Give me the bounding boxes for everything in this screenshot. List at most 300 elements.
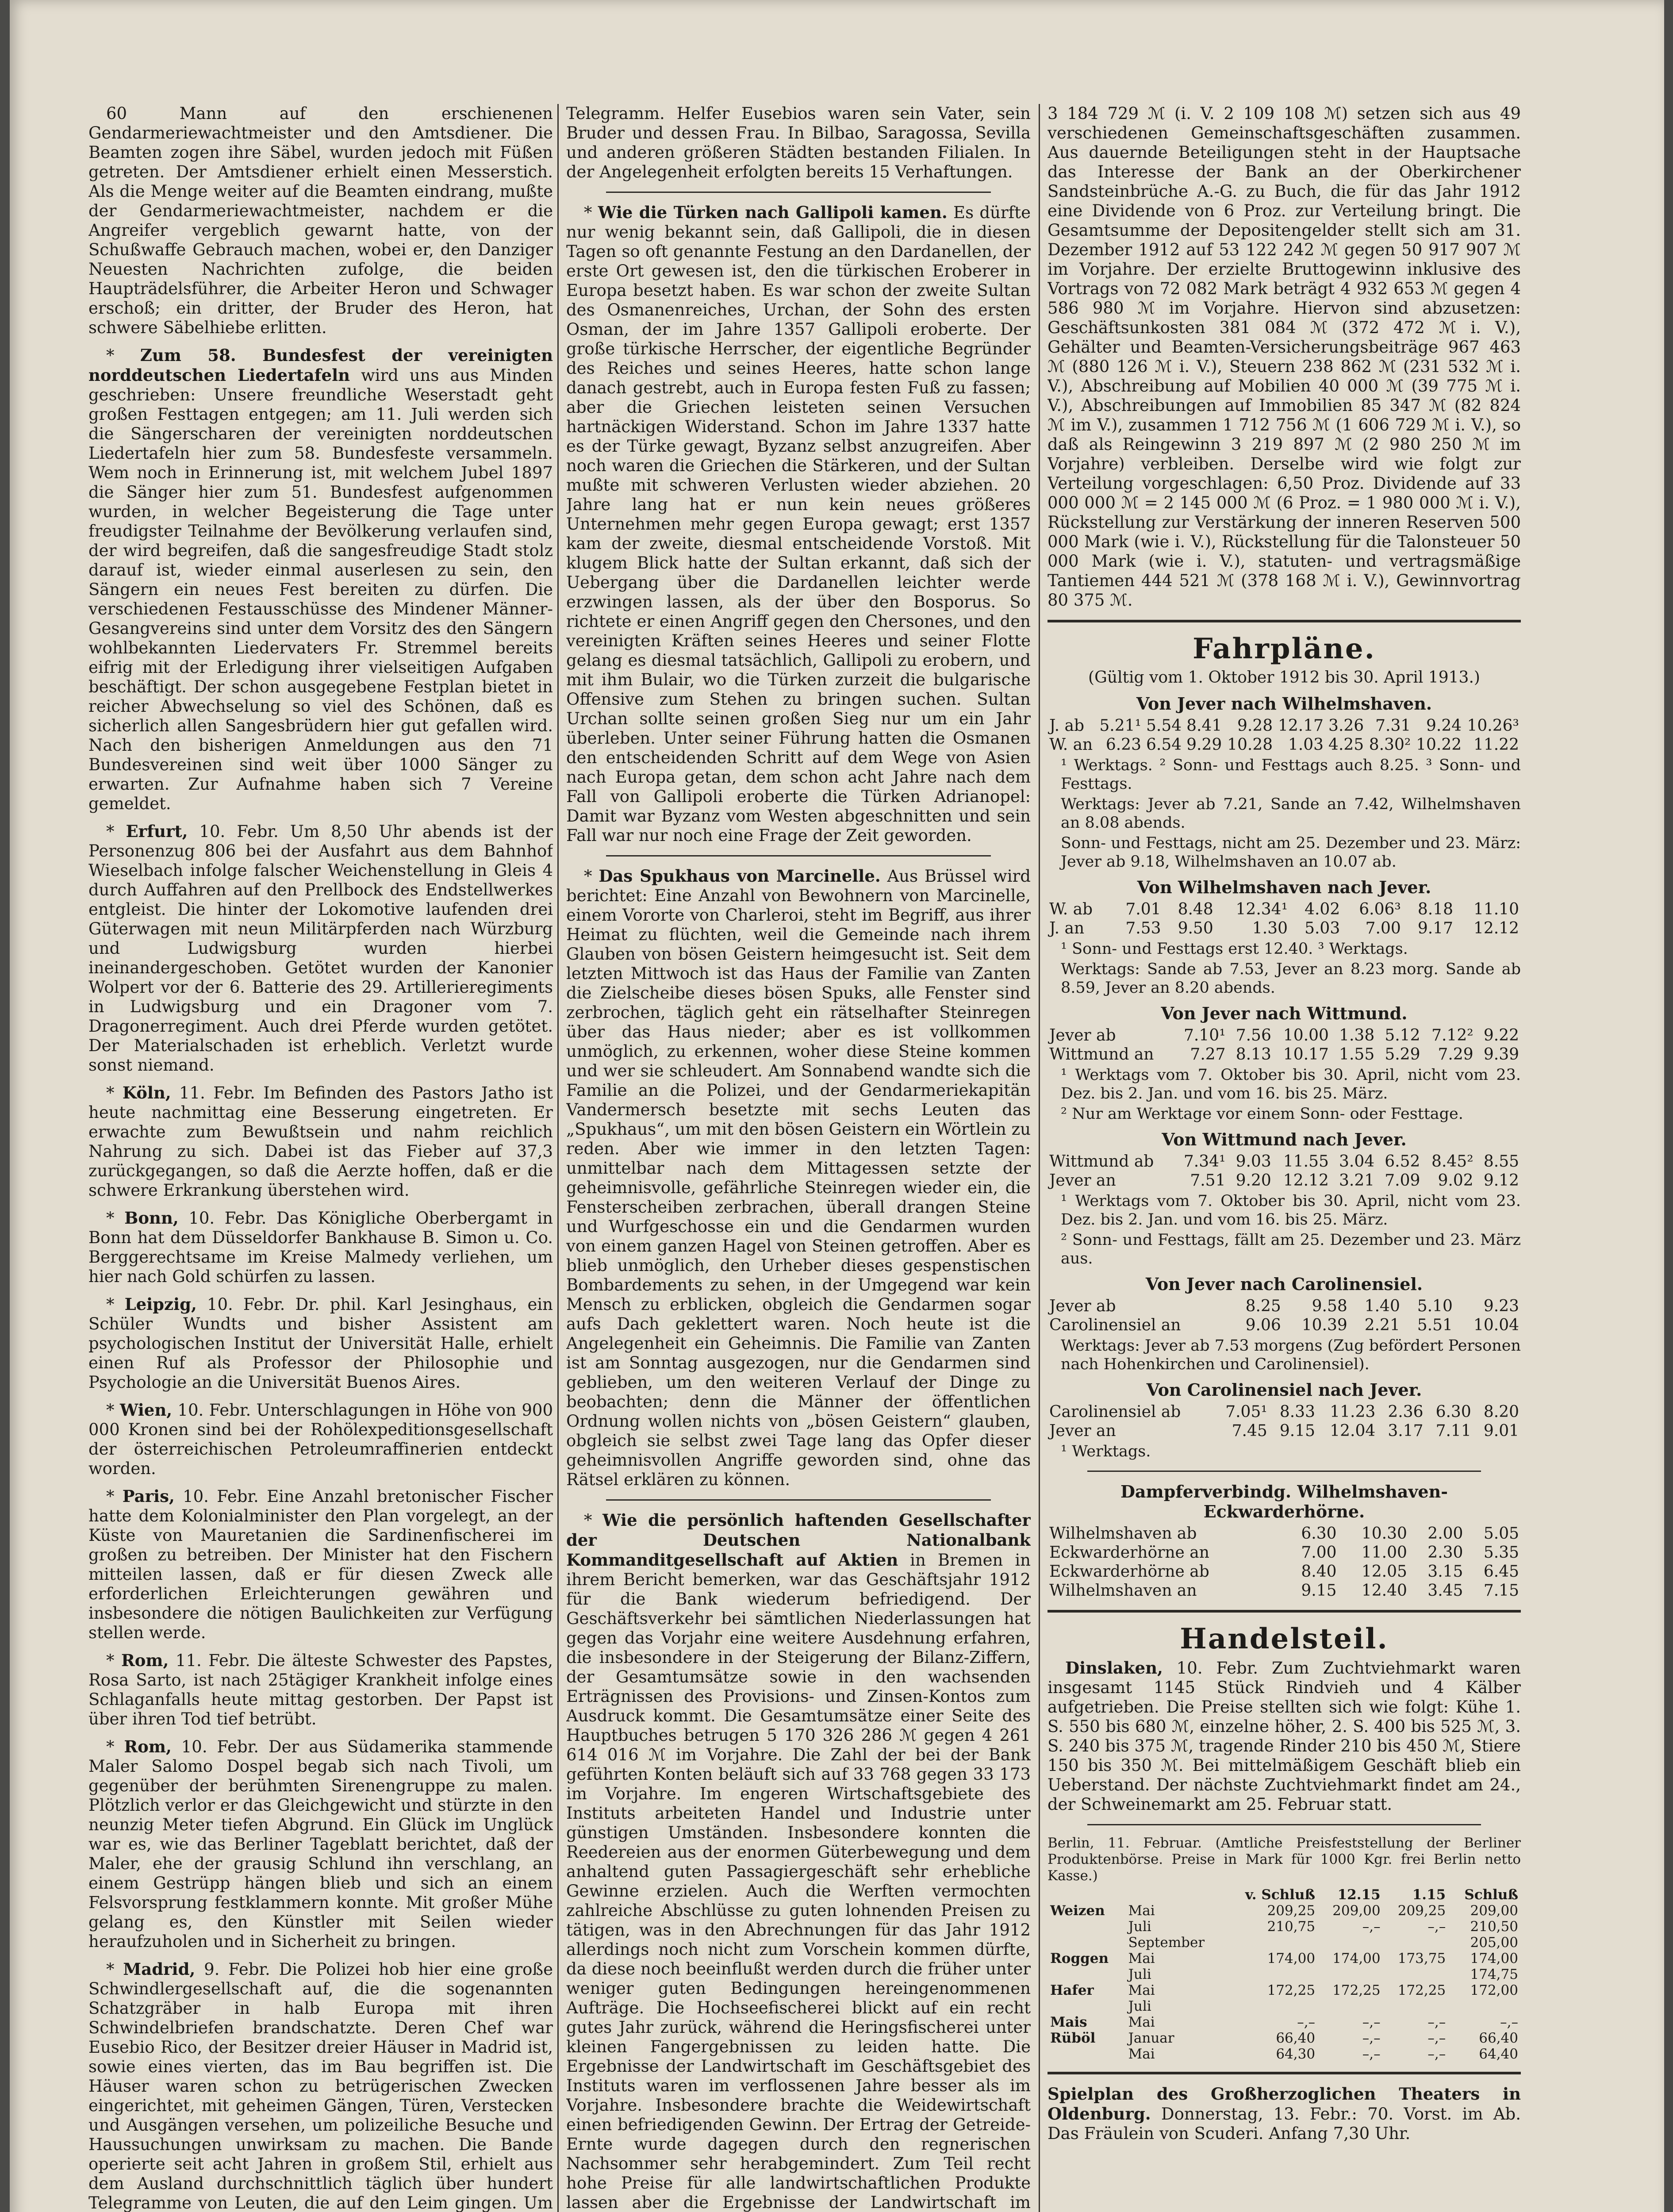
departure-time: 12.17: [1278, 717, 1324, 735]
theater-notice: [1048, 2084, 1521, 2143]
market-price-table: [1048, 1887, 1521, 2062]
departure-time: 7.00: [1365, 919, 1401, 937]
route-table: [1048, 1026, 1521, 1064]
table-row: [1048, 1524, 1521, 1543]
departure-time: 8.20: [1483, 1403, 1519, 1421]
departure-time: 3.45: [1427, 1582, 1463, 1600]
timetable-routes: [1048, 694, 1521, 1461]
price: 172,00: [1470, 1982, 1518, 1998]
price: 210,75: [1267, 1919, 1316, 1935]
article-text: 10. Febr. Zum Zuchtviehmarkt waren insgesamt 1145 Stück Rindvieh und 4 Kälber aufgetrieben. Die Preise stellten sich wie folgt: Kühe 1. S. 550 bis 680 ℳ, einzelne höher, 2. S. 400 bis 525 ℳ, 3. S. 240 bis 375 ℳ, tragende Rinder 210 bis 450 ℳ, Stiere 150 bis 350 ℳ. Bei mittelmäßigem Geschäft blieb ein Ueberstand. Der nächste Zuchtviehmarkt findet am 24., der Schweinemarkt am 25. Februar statt.: [1048, 1659, 1521, 1814]
price: 209,25: [1397, 1903, 1446, 1919]
departure-time: 1.03: [1288, 736, 1324, 754]
timetable-note: ¹ Sonn- und Festtags erst 12.40. ³ Werktags.: [1061, 940, 1408, 958]
departure-time: 7.12²: [1431, 1026, 1473, 1045]
departure-time: 5.29: [1385, 1045, 1420, 1064]
ferry-title: Dampferverbindg. Wilhelmshaven-Eckwarderhörne.: [1120, 1482, 1448, 1521]
article: * Köln, 11. Febr. Im Befinden des Pastors Jatho ist heute nachmittag eine Besserung eingetreten. Er erwachte zum Bewußtsein und nahm reichlich Nahrung zu sich. Dabei ist das Fieber auf 37,3 zurückgegangen, so daß die Aerzte hoffen, daß er die schwere Erkrankung überstehen wird.: [88, 1083, 553, 1200]
departure-time: 4.25: [1328, 736, 1364, 754]
timetable-note: Werktags: Jever ab 7.21, Sande an 7.42, Wilhelmshaven an 8.08 abends.: [1061, 795, 1521, 832]
article-heading: Köln,: [122, 1083, 171, 1102]
departure-time: 12.04: [1330, 1422, 1376, 1440]
departure-time: 5.05: [1483, 1525, 1519, 1543]
departure-time: 3.21: [1339, 1171, 1375, 1190]
column-header: Schluß: [1464, 1887, 1518, 1903]
price: [1226, 1935, 1318, 1951]
article-text: 10. Febr. Dr. phil. Karl Jesinghaus, ein Schüler Wundts und bisher Assistent am psychologischen Institut der Universität Halle, erhielt einen Ruf als Professor der Philosophie und Psychologie an die Universität Buenos Aires.: [88, 1295, 553, 1392]
route-table: [1048, 1402, 1521, 1440]
article-text: 11. Febr. Im Befinden des Pastors Jatho ist heute nachmittag eine Besserung eingetreten. Er erwachte zum Bewußtsein und nahm reichlich Nahrung zu sich. Dabei ist das Fieber auf 37,3 zurückgegangen, so daß die Aerzte hoffen, daß er die schwere Erkrankung überstehen wird.: [88, 1083, 553, 1200]
departure-time: 5.51: [1417, 1316, 1453, 1334]
departure-time: 10.17: [1283, 1045, 1329, 1064]
departure-time: 7.31: [1375, 717, 1411, 735]
table-row: [1048, 1026, 1521, 1045]
price: [1448, 1998, 1521, 2014]
article-heading: Rom,: [121, 1651, 169, 1670]
article: * Wie die persönlich haftenden Gesellschafter der Deutschen Nationalbank Kommanditgesellschaft auf Aktien in Bremen in ihrem Bericht bemerken, war das Geschäftsjahr 1912 für die Bank wiederum befriedigend. Der Geschäftsverkehr bei sämtlichen Niederlassungen hat gegen das Vorjahr eine weitere Ausdehnung erfahren, die insbesondere in der Steigerung der Bilanz-Ziffern, der Gesamtumsätze sowie in den wachsenden Erträgnissen des Provisions- und Zinsen-Kontos zum Ausdruck kommt. Die Gesamtumsätze einer Seite des Hauptbuches betrugen 5 170 326 286 ℳ gegen 4 261 614 016 ℳ im Vorjahre. Die Zahl der bei der Bank geführten Konten beläuft sich auf 33 768 gegen 33 173 im Vorjahre. Im engeren Wirtschaftsgebiete des Instituts arbeiteten Handel und Industrie unter günstigen Umständen. Insbesondere konnten die Reedereien aus der enormen Güterbewegung und dem anhaltend guten Passagiergeschäft sehr erhebliche Gewinne erzielen. Auch die Werften vermochten zahlreiche Abschlüsse zu guten lohnenden Preisen zu tätigen, was in den Abrechnungen für das Jahr 1912 allerdings noch nicht zum Vorschein kommen dürfte, da diese noch beeinflußt werden durch die früher unter weniger guten Bedingungen hereingenommenen Aufträge. Die Hochseefischerei blickt auf ein recht gutes Jahr zurück, während die Heringsfischerei unter kleinen Fangergebnissen zu leiden hatte. Die Ergebnisse der Landwirtschaft im Geschäftsgebiet des Instituts waren im verflossenen Jahre besser als im Vorjahre. Insbesondere brachte die Weidewirtschaft einen befriedigenden Gewinn. Der Ertrag der Getreide-Ernte wurde dagegen durch den regnerischen Nachsommer sehr herabgemindert. Zum Teil recht hohe Preise für alle landwirtschaftlichen Produkte lassen aber die Ergebnisse der Landwirtschaft im: [566, 1510, 1031, 2212]
column-rule: [1039, 104, 1040, 2212]
price: 205,00: [1470, 1935, 1518, 1951]
station-label: Eckwarderhörne ab: [1049, 1563, 1209, 1581]
article: [566, 104, 1031, 182]
column-header: [1048, 1887, 1125, 1903]
departure-time: 10.26³: [1467, 717, 1519, 735]
article: * Madrid, 9. Febr. Die Polizei hob hier eine große Schwindlergesellschaft auf, die die sogenannten Schatzgräber in halb Europa mit ihren Schwindelbriefen brandschatzte. Deren Chef war Eusebio Rico, der Besitzer dreier Häuser in Madrid ist, sowie eines vierten, das im Bau begriffen ist. Die Häuser waren schon zu betrügerischen Zwecken eingerichtet, mit geheimen Gängen, Türen, Verstecken und Ausgängen versehen, um polizeiliche Besuche und Haussuchungen unwirksam zu machen. Die Bande operierte seit acht Jahren in großem Stil, erhielt aus dem Ausland durchschnittlich täglich über hundert Telegramme von Leuten, die auf den Leim gingen. Um: [88, 1959, 553, 2212]
price: [1226, 1966, 1318, 1982]
timetable-note: ¹ Werktags.: [1061, 1443, 1151, 1460]
delivery-month: Juli: [1128, 1998, 1151, 2014]
delivery-month: Mai: [1128, 2046, 1155, 2062]
price: 172,25: [1397, 1982, 1446, 1998]
departure-time: 7.15: [1483, 1582, 1519, 1600]
price: 174,00: [1267, 1951, 1316, 1966]
article-text: 60 Mann auf den erschienenen Gendarmeriewachtmeister und den Amtsdiener. Die Beamten zogen ihre Säbel, wurden jedoch mit Füßen getreten. Der Amtsdiener erhielt einen Messerstich. Als die Menge weiter auf die Beamten eindrang, mußte der Gendarmeriewachtmeister, nachdem er die Angreifer vergeblich gewarnt hatte, von der Schußwaffe Gebrauch machen, wobei er, den Danziger Neuesten Nachrichten zufolge, die beiden Haupträdelsführer, die Arbeiter Heron und Schwager erschoß; ein dritter, der Bruder des Heron, hat schwere Säbelhiebe erlitten.: [88, 104, 553, 337]
article-heading: Das Spukhaus von Marcinelle.: [599, 866, 881, 886]
departure-time: 9.01: [1483, 1422, 1519, 1440]
departure-time: 6.54: [1146, 736, 1182, 754]
delivery-month: Mai: [1128, 1903, 1155, 1919]
departure-time: 1.55: [1339, 1045, 1375, 1064]
station-label: Carolinensiel ab: [1049, 1403, 1181, 1421]
article-heading: Zum 58. Bundesfest der vereinigten norddeutschen Liedertafeln: [88, 346, 553, 385]
departure-time: 3.26: [1328, 717, 1364, 735]
departure-time: 10.04: [1473, 1316, 1519, 1334]
departure-time: 9.24: [1426, 717, 1462, 735]
price: –,–: [1427, 2014, 1446, 2030]
article: * Rom, 10. Febr. Der aus Südamerika stammende Maler Salomo Dospel begab sich nach Tivoli, um gegenüber der berühmten Sirenengruppe zu malen. Plötzlich verlor er das Gleichgewicht und stürzte in den neunzig Meter tiefen Abgrund. Ein Glück im Unglück war es, wie das Berliner Tageblatt berichtet, daß der Maler, ehe der grausig Schlund ihn verschlang, an einem Gestrüpp hängen blieb und sich an einem Felsvorsprung festklammern konnte. Mit großer Mühe gelang es, den Künstler mit Seilen wieder heraufzuholen und in Sicherheit zu bringen.: [88, 1737, 553, 1951]
route-title: Von Jever nach Carolinensiel.: [1145, 1274, 1423, 1294]
station-label: Jever ab: [1049, 1026, 1116, 1045]
article-heading: Wie die Türken nach Gallipoli kamen.: [598, 203, 948, 222]
departure-time: 10.39: [1301, 1316, 1347, 1334]
table-row: [1048, 2046, 1521, 2062]
article: * Wien, 10. Febr. Unterschlagungen in Höhe von 900 000 Kronen sind bei der Rohölexpeditionsgesellschaft der österreichischen Petroleumraffinerien entdeckt worden.: [88, 1400, 553, 1478]
article-text: 11. Febr. Die älteste Schwester des Papstes, Rosa Sarto, ist nach 25tägiger Krankheit infolge eines Schlaganfalls heute mittag gestorben. Der Papst ist über ihren Tod tief betrübt.: [88, 1651, 553, 1728]
departure-time: 11.23: [1330, 1403, 1376, 1421]
departure-time: 6.52: [1385, 1152, 1420, 1171]
article-text: Es dürfte nur wenig bekannt sein, daß Gallipoli, die in diesen Tagen so oft genannte Festung an den Dardanellen, der erste Ort gewesen ist, den die türkischen Eroberer in Europa besetzt haben. Es war schon der zweite Sultan des Osmanenreiches, Urchan, der Sohn des ersten Osman, der im Jahre 1357 Gallipoli eroberte. Der große türkische Herrscher, der eigentliche Begründer des Reiches und seines Heeres, hatte schon lange danach gestrebt, auch in Europa festen Fuß zu fassen; aber die Griechen leisteten seinen Versuchen hartnäckigen Widerstand. Schon im Jahre 1337 hatte es der Türke gewagt, Byzanz selbst anzugreifen. Aber noch waren die Griechen die Stärkeren, und der Sultan mußte mit schweren Verlusten wieder abziehen. 20 Jahre lang hat er nun kein neues größeres Unternehmen mehr gegen Europa gewagt; erst 1357 kam der zweite, diesmal entscheidende Vorstoß. Mit klugem Blick hatte der Sultan erkannt, daß sich der Uebergang über die Dardanellen leichter werde erzwingen lassen, als der über den Bosporus. So richtete er einen Angriff gegen den Chersones, und den vereinigten Kräften seines Heeres und seiner Flotte gelang es diesmal tatsächlich, Gallipoli zu erobern, und mit ihm Bulair, wo die Türken zurzeit die bulgarische Offensive zum Stehen zu bringen suchen. Sultan Urchan sollte seinen großen Sieg nur um ein Jahr überleben. Unter seiner Führung hatten die Osmanen den entscheidenden Schritt auf dem Wege von Asien nach Europa getan, dem schon acht Jahre nach dem Fall von Gallipoli eroberte die Türken Adrianopel: Damit war Byzanz vom Westen abgeschnitten und sein Fall war nur noch eine Frage der Zeit geworden.: [566, 203, 1031, 845]
timetable-note: ² Sonn- und Festtags, fällt am 25. Dezember und 23. März aus.: [1061, 1231, 1521, 1267]
article-heading: Leipzig,: [124, 1294, 197, 1314]
station-label: Wittmund ab: [1049, 1152, 1154, 1171]
commodity: Hafer: [1050, 1982, 1094, 1998]
commodity: [1048, 1998, 1125, 2014]
departure-time: 1.38: [1339, 1026, 1375, 1045]
article-heading: Madrid,: [123, 1959, 196, 1979]
departure-time: 8.25: [1245, 1297, 1281, 1315]
departure-time: 5.10: [1417, 1297, 1453, 1315]
price: [1318, 1935, 1383, 1951]
delivery-month: Mai: [1128, 1951, 1155, 1966]
departure-time: 8.33: [1279, 1403, 1315, 1421]
station-label: Wilhelmshaven ab: [1049, 1525, 1197, 1543]
departure-time: 9.20: [1236, 1171, 1271, 1190]
table-row: [1048, 716, 1521, 735]
price: [1318, 1966, 1383, 1982]
departure-time: 12.05: [1361, 1563, 1407, 1581]
price: [1383, 1935, 1449, 1951]
price: 173,75: [1397, 1951, 1446, 1966]
departure-time: 1.30: [1252, 919, 1288, 937]
delivery-month: Juli: [1128, 1919, 1151, 1935]
article-text: 10. Febr. Das Königliche Oberbergamt in Bonn hat dem Düsseldorfer Bankhause B. Simon u. Co. Berggerechtsame im Kreise Malmedy verliehen, um hier nach Gold schürfen zu lassen.: [88, 1209, 553, 1286]
departure-time: 7.09: [1385, 1171, 1420, 1190]
newspaper-page: [10, 0, 1664, 2212]
price: –,–: [1427, 2030, 1446, 2046]
departure-time: 7.45: [1232, 1422, 1267, 1440]
column-1: [88, 104, 553, 2212]
price: 172,25: [1332, 1982, 1381, 1998]
departure-time: 9.39: [1483, 1045, 1519, 1064]
column-header: 12.15: [1337, 1887, 1381, 1903]
route-title: Von Jever nach Wilhelmshaven.: [1136, 694, 1432, 714]
delivery-month: Januar: [1128, 2030, 1174, 2046]
departure-time: 8.55: [1483, 1152, 1519, 1171]
departure-time: 9.17: [1417, 919, 1454, 937]
departure-time: 10.00: [1283, 1026, 1329, 1045]
table-row: [1048, 1402, 1521, 1421]
timetable-note: ¹ Werktags vom 7. Oktober bis 30. April, nicht vom 23. Dez. bis 2. Jan. und vom 16. bis 25. März.: [1061, 1066, 1521, 1102]
berlin-market-intro: Berlin, 11. Februar. (Amtliche Preisfeststellung der Berliner Produktenbörse. Preise in Mark für 1000 Kgr. frei Berlin netto Kasse.): [1048, 1835, 1521, 1884]
route-table: [1048, 716, 1521, 754]
article-text: 10. Febr. Der aus Südamerika stammende Maler Salomo Dospel begab sich nach Tivoli, um gegenüber der berühmten Sirenengruppe zu malen. Plötzlich verlor er das Gleichgewicht und stürzte in den neunzig Meter tiefen Abgrund. Ein Glück im Unglück war es, wie das Berliner Tageblatt berichtet, daß der Maler, ehe der grausig Schlund ihn verschlang, an einem Gestrüpp hängen blieb und sich an einem Felsvorsprung festklammern konnte. Mit großer Mühe gelang es, den Künstler mit Seilen wieder heraufzuholen und in Sicherheit zu bringen.: [88, 1737, 553, 1951]
departure-time: 5.54: [1146, 717, 1182, 735]
station-label: Wilhelmshaven an: [1049, 1582, 1197, 1600]
station-label: W. an: [1049, 736, 1093, 754]
route-title: Von Carolinensiel nach Jever.: [1146, 1380, 1422, 1400]
departure-time: 9.12: [1483, 1171, 1519, 1190]
article-heading: Bonn,: [124, 1208, 179, 1228]
commerce-title: Handelsteil.: [1180, 1622, 1389, 1655]
article-text: 10. Febr. Eine Anzahl bretonischer Fischer hatte dem Kolonialminister den Plan vorgelegt, an der Küste von Mauretanien die Sardinenfischerei im großen zu betreiben. Der Minister hat den Fischern mitteilen lassen, daß er für diesen Zweck alle erforderlichen Erleichterungen gewähren und insbesondere die nötigen Baulichkeiten zur Verfügung stellen werde.: [88, 1487, 553, 1642]
departure-time: 11.00: [1361, 1544, 1407, 1562]
departure-time: 9.29: [1186, 736, 1222, 754]
route-table: [1048, 900, 1521, 938]
theater-text: Donnerstag, 13. Febr.: 70. Vorst. im Ab. Das Fräulein von Scuderi. Anfang 7,30 Uhr.: [1048, 2104, 1521, 2143]
departure-time: 7.27: [1190, 1045, 1226, 1064]
table-row: [1048, 1152, 1521, 1171]
article: * Leipzig, 10. Febr. Dr. phil. Karl Jesinghaus, ein Schüler Wundts und bisher Assistent am psychologischen Institut der Universität Halle, erhielt einen Ruf als Professor der Philosophie und Psychologie an die Universität Buenos Aires.: [88, 1294, 553, 1392]
table-row: [1048, 1998, 1521, 2014]
departure-time: 6.30: [1301, 1525, 1337, 1543]
departure-time: 7.51: [1190, 1171, 1226, 1190]
price: –,–: [1362, 2046, 1381, 2062]
departure-time: 12.12: [1283, 1171, 1329, 1190]
departure-time: 9.06: [1245, 1316, 1281, 1334]
article: * Wie die Türken nach Gallipoli kamen. Es dürfte nur wenig bekannt sein, daß Gallipoli, die in diesen Tagen so oft genannte Festung an den Dardanellen, der erste Ort gewesen ist, den die türkischen Eroberer in Europa besetzt haben. Es war schon der zweite Sultan des Osmanenreiches, Urchan, der Sohn des ersten Osman, der im Jahre 1357 Gallipoli eroberte. Der große türkische Herrscher, der eigentliche Begründer des Reiches und seines Heeres, hatte schon lange danach gestrebt, auch in Europa festen Fuß zu fassen; aber die Griechen leisteten seinen Versuchen hartnäckigen Widerstand. Schon im Jahre 1337 hatte es der Türke gewagt, Byzanz selbst anzugreifen. Aber noch waren die Griechen die Stärkeren, und der Sultan mußte mit schweren Verlusten wieder abziehen. 20 Jahre lang hat er nun kein neues größeres Unternehmen mehr gegen Europa gewagt; erst 1357 kam der zweite, diesmal entscheidende Vorstoß. Mit klugem Blick hatte der Sultan erkannt, daß sich der Uebergang über die Dardanellen leichter werde erzwingen lassen, als der über den Bosporus. So richtete er einen Angriff gegen den Chersones, und den vereinigten Kräften seines Heeres und seiner Flotte gelang es diesmal tatsächlich, Gallipoli zu erobern, und mit ihm Bulair, wo die Türken zurzeit die bulgarische Offensive zum Stehen zu bringen suchen. Sultan Urchan sollte seinen großen Sieg nur um ein Jahr überleben. Unter seiner Führung hatten die Osmanen den entscheidenden Schritt auf dem Wege von Asien nach Europa getan, dem schon acht Jahre nach dem Fall von Gallipoli eroberte die Türken Adrianopel: Damit war Byzanz vom Westen abgeschnitten und sein Fall war nur noch eine Frage der Zeit geworden.: [566, 203, 1031, 845]
departure-time: 1.40: [1364, 1297, 1400, 1315]
table-row: [1048, 1297, 1521, 1316]
article-text: in Bremen in ihrem Bericht bemerken, war das Geschäftsjahr 1912 für die Bank wiederum befriedigend. Der Geschäftsverkehr bei sämtlichen Niederlassungen hat gegen das Vorjahr eine weitere Ausdehnung erfahren, die insbesondere in der Steigerung der Bilanz-Ziffern, der Gesamtumsätze sowie in den wachsenden Erträgnissen des Provisions- und Zinsen-Kontos zum Ausdruck kommt. Die Gesamtumsätze einer Seite des Hauptbuches betrugen 5 170 326 286 ℳ gegen 4 261 614 016 ℳ im Vorjahre. Die Zahl der bei der Bank geführten Konten beläuft sich auf 33 768 gegen 33 173 im Vorjahre. Im engeren Wirtschaftsgebiete des Instituts arbeiteten Handel und Industrie unter günstigen Umständen. Insbesondere konnten die Reedereien aus der enormen Güterbewegung und dem anhaltend guten Passagiergeschäft sehr erhebliche Gewinne erzielen. Auch die Werften vermochten zahlreiche Abschlüsse zu guten lohnenden Preisen zu tätigen, was in den Abrechnungen für das Jahr 1912 allerdings noch nicht zum Vorschein kommen dürfte, da diese noch beeinflußt werden durch die früher unter weniger guten Bedingungen hereingenommenen Aufträge. Die Hochseefischerei blickt auf ein recht gutes Jahr zurück, während die Heringsfischerei unter kleinen Fangergebnissen zu leiden hatte. Die Ergebnisse der Landwirtschaft im Geschäftsgebiet des Instituts waren im verflossenen Jahre besser als im Vorjahre. Insbesondere brachte die Weidewirtschaft einen befriedigenden Gewinn. Der Ertrag der Getreide-Ernte wurde dagegen durch den regnerischen Nachsommer sehr herabgemindert. Zum Teil recht hohe Preise für alle landwirtschaftlichen Produkte lassen aber die Ergebnisse der Landwirtschaft im: [566, 1551, 1031, 2212]
divider: [1087, 1471, 1481, 1472]
price: –,–: [1427, 1919, 1446, 1935]
departure-time: 9.58: [1312, 1297, 1347, 1315]
departure-time: 8.40: [1301, 1563, 1337, 1581]
price: –,–: [1362, 2030, 1381, 2046]
table-row: [1048, 1562, 1521, 1581]
table-row: [1048, 1935, 1521, 1951]
commodity: Roggen: [1050, 1951, 1109, 1966]
departure-time: 3.04: [1339, 1152, 1375, 1171]
price: [1226, 1998, 1318, 2014]
station-label: Eckwarderhörne an: [1049, 1544, 1209, 1562]
price: –,–: [1297, 2014, 1316, 2030]
departure-time: 9.02: [1438, 1171, 1473, 1190]
article: * Rom, 11. Febr. Die älteste Schwester des Papstes, Rosa Sarto, ist nach 25tägiger Krankheit infolge eines Schlaganfalls heute mittag gestorben. Der Papst ist über ihren Tod tief betrübt.: [88, 1651, 553, 1728]
departure-time: 8.45²: [1431, 1152, 1473, 1171]
departure-time: 7.05¹: [1225, 1403, 1267, 1421]
price: 172,25: [1267, 1982, 1316, 1998]
article-heading: Paris,: [122, 1486, 175, 1506]
departure-time: 9.22: [1483, 1026, 1519, 1045]
article-heading: Erfurt,: [126, 822, 188, 841]
column-header: [1125, 1887, 1225, 1903]
departure-time: 8.18: [1417, 900, 1454, 918]
departure-time: 8.13: [1236, 1045, 1271, 1064]
table-row: [1048, 2030, 1521, 2046]
price: –,–: [1500, 2014, 1518, 2030]
departure-time: 5.03: [1305, 919, 1340, 937]
table-row: [1048, 735, 1521, 754]
station-label: Jever ab: [1049, 1297, 1116, 1315]
price: –,–: [1362, 2014, 1381, 2030]
delivery-month: Mai: [1128, 2014, 1155, 2030]
route-table: [1048, 1152, 1521, 1190]
commodity: Mais: [1050, 2014, 1087, 2030]
departure-time: 9.15: [1279, 1422, 1315, 1440]
station-label: J. an: [1049, 919, 1085, 937]
ferry-table: [1048, 1524, 1521, 1600]
divider: [606, 192, 991, 193]
commodity: Rüböl: [1050, 2030, 1096, 2046]
route-title: Von Jever nach Wittmund.: [1161, 1003, 1408, 1023]
price: 209,00: [1470, 1903, 1518, 1919]
price: 209,25: [1267, 1903, 1316, 1919]
article-heading: Wien,: [119, 1400, 173, 1420]
departure-time: 2.36: [1388, 1403, 1424, 1421]
delivery-month: September: [1128, 1935, 1205, 1951]
route-table: [1048, 1297, 1521, 1335]
departure-time: 7.29: [1438, 1045, 1473, 1064]
table-row: [1048, 1421, 1521, 1440]
price: 64,30: [1276, 2046, 1316, 2062]
price: 174,00: [1470, 1951, 1518, 1966]
commodity: [1048, 1966, 1125, 1982]
station-label: Carolinensiel an: [1049, 1316, 1181, 1334]
route-title: Von Wittmund nach Jever.: [1162, 1129, 1407, 1149]
departure-time: 5.35: [1483, 1544, 1519, 1562]
station-label: Jever an: [1049, 1171, 1116, 1190]
divider: [1087, 1824, 1481, 1825]
table-row: [1048, 919, 1521, 938]
departure-time: 2.00: [1427, 1525, 1463, 1543]
departure-time: 11.55: [1283, 1152, 1329, 1171]
departure-time: 7.53: [1125, 919, 1161, 937]
column-header: 1.15: [1412, 1887, 1446, 1903]
station-label: W. ab: [1049, 900, 1093, 918]
timetable-note: ² Nur am Werktage vor einem Sonn- oder Festtage.: [1061, 1105, 1463, 1123]
departure-time: 10.30: [1361, 1525, 1407, 1543]
table-row: [1048, 1171, 1521, 1190]
departure-time: 3.15: [1427, 1563, 1463, 1581]
article: * Erfurt, 10. Febr. Um 8,50 Uhr abends ist der Personenzug 806 bei der Ausfahrt aus dem Bahnhof Wieselbach infolge falscher Weichenstellung in Gleis 4 durch Auffahren auf den Prellbock des Endstellwerkes entgleist. Die hinter der Lokomotive laufenden drei Güterwagen mit neun Militärpferden nach Würzburg und Ludwigsburg wurden hierbei ineinandergeschoben. Getötet wurden der Kanonier Wolpert vor der 6. Batterie des 29. Artillerieregiments in Ludwigsburg und ein Dragoner vom 7. Dragonerregiment. Auch drei Pferde wurden getötet. Der Materialschaden ist erheblich. Verletzt wurde sonst niemand.: [88, 822, 553, 1075]
article-text: 9. Febr. Die Polizei hob hier eine große Schwindlergesellschaft auf, die die sogenannten Schatzgräber in halb Europa mit ihren Schwindelbriefen brandschatzte. Deren Chef war Eusebio Rico, der Besitzer dreier Häuser in Madrid ist, sowie eines vierten, das im Bau begriffen ist. Die Häuser waren schon zu betrügerischen Zwecken eingerichtet, mit geheimen Gängen, Türen, Verstecken und Ausgängen versehen, um polizeiliche Besuche und Haussuchungen unwirksam zu machen. Die Bande operierte seit acht Jahren in großem Stil, erhielt aus dem Ausland durchschnittlich täglich über hundert Telegramme von Leuten, die auf den Leim gingen. Um: [88, 1960, 553, 2212]
station-label: Jever an: [1049, 1422, 1116, 1440]
article: * Das Spukhaus von Marcinelle. Aus Brüssel wird berichtet: Eine Anzahl von Bewohnern von Marcinelle, einem Vororte von Charleroi, steht im Begriff, aus ihrer Heimat zu flüchten, weil die Gemeinde nach ihrem Glauben von bösen Geistern heimgesucht ist. Seit dem letzten Mittwoch ist das Haus der Familie van Zanten die Zielscheibe dieses bösen Spuks, alle Fenster sind zerbrochen, täglich geht ein rätselhafter Steinregen über das Haus nieder; aber es ist vollkommen unmöglich, zu erkennen, woher diese Steine kommen und wer sie schleudert. Am Sonnabend wandte sich die Familie an die Polizei, und der Gendarmeriekapitän Vandermersch besetzte mit sechs Leuten das „Spukhaus“, um mit den bösen Geistern ein Wörtlein zu reden. Aber wie immer in den letzten Tagen: unmittelbar nach dem Mittagessen setzte der geheimnisvolle, gefährliche Steinregen wieder ein, die Fensterscheiben zerbrachen, überall drangen Steine und Wurfgeschosse ein und die Gendarmen wurden von einem ganzen Hagel von Steinen getroffen. Aber es blieb unmöglich, den Urheber dieses gespenstischen Bombardements zu sehen, in der Umgegend war kein Mensch zu erblicken, obgleich die Gendarmen sogar aufs Dach geklettert waren. Noch heute ist die Angelegenheit ein Geheimnis. Die Familie van Zanten ist am Sonntag ausgezogen, nur die Gendarmen sind geblieben, um den weiteren Verlauf der Dinge zu beobachten; denn die Männer der öffentlichen Ordnung wollen nichts von „bösen Geistern“ glauben, obgleich sie selbst zwei Tage lang das Opfer dieser geheimnisvollen Angriffe geworden sind, ohne das Rätsel erklären zu können.: [566, 866, 1031, 1489]
departure-time: 9.03: [1236, 1152, 1271, 1171]
bank-report-continuation: 3 184 729 ℳ (i. V. 2 109 108 ℳ) setzen sich aus 49 verschiedenen Gemeinschaftsgeschäften zusammen. Aus dauernde Beteiligungen steht in der Hauptsache das Interesse der Bank an der Oberkirchener Sandsteinbrüche A.-G. zu Buch, die für das Jahr 1912 eine Dividende von 6 Proz. zur Verteilung bringt. Die Gesamtsumme der Depositengelder stellt sich am 31. Dezember 1912 auf 53 122 242 ℳ gegen 50 917 907 ℳ im Vorjahre. Der erzielte Bruttogewinn inklusive des Vortrags von 72 082 Mark beträgt 4 932 653 ℳ gegen 4 586 980 ℳ im Vorjahre. Hiervon sind abzusetzen: Geschäftsunkosten 381 084 ℳ (372 472 ℳ i. V.), Gehälter und Beamten-Versicherungsbeiträge 967 463 ℳ (880 126 ℳ i. V.), Steuern 238 862 ℳ (231 532 ℳ i. V.), Abschreibung auf Mobilien 40 000 ℳ (39 775 ℳ i. V.), Abschreibungen auf Immobilien 85 347 ℳ (82 824 ℳ im V.), zusammen 1 712 756 ℳ (1 606 729 ℳ i. V.), so daß als Reingewinn 3 219 897 ℳ (2 980 250 ℳ im Vorjahre) verbleiben. Derselbe wird wie folgt zur Verteilung vorgeschlagen: 6,50 Proz. Dividende auf 33 000 000 ℳ = 2 145 000 ℳ (6 Proz. = 1 980 000 ℳ i. V.), Rückstellung zur Verstärkung der inneren Reserven 500 000 Mark (wie i. V.), Rückstellung für die Talonsteuer 50 000 Mark (wie i. V.), statuten- und vertragsmäßige Tantiemen 444 521 ℳ (378 168 ℳ i. V.), Gewinnvortrag 80 375 ℳ.: [1048, 104, 1521, 610]
commodity: Weizen: [1050, 1903, 1105, 1919]
article-text: 10. Febr. Unterschlagungen in Höhe von 900 000 Kronen sind bei der Rohölexpeditionsgesellschaft der österreichischen Petroleumraffinerien entdeckt worden.: [88, 1401, 553, 1478]
commodity: [1048, 1919, 1125, 1935]
dinslaken-report: [1048, 1658, 1521, 1814]
article-text: Aus Brüssel wird berichtet: Eine Anzahl von Bewohnern von Marcinelle, einem Vororte von Charleroi, steht im Begriff, aus ihrer Heimat zu flüchten, weil die Gemeinde nach ihrem Glauben von bösen Geistern heimgesucht ist. Seit dem letzten Mittwoch ist das Haus der Familie van Zanten die Zielscheibe dieses bösen Spuks, alle Fenster sind zerbrochen, täglich geht ein rätselhafter Steinregen über das Haus nieder; aber es ist vollkommen unmöglich, zu erkennen, woher diese Steine kommen und wer sie schleudert. Am Sonnabend wandte sich die Familie an die Polizei, und der Gendarmeriekapitän Vandermersch besetzte mit sechs Leuten das „Spukhaus“, um mit den bösen Geistern ein Wörtlein zu reden. Aber wie immer in den letzten Tagen: unmittelbar nach dem Mittagessen setzte der geheimnisvolle, gefährliche Steinregen wieder ein, die Fensterscheiben zerbrachen, überall drangen Steine und Wurfgeschosse ein und die Gendarmen wurden von einem ganzen Hagel von Steinen getroffen. Aber es blieb unmöglich, den Urheber dieses gespenstischen Bombardements zu sehen, in der Umgegend war kein Mensch zu erblicken, obgleich die Gendarmen sogar aufs Dach geklettert waren. Noch heute ist die Angelegenheit ein Geheimnis. Die Familie van Zanten ist am Sonntag ausgezogen, nur die Gendarmen sind geblieben, um den weiteren Verlauf der Dinge zu beobachten; denn die Männer der öffentlichen Ordnung wollen nichts von „bösen Geistern“ glauben, obgleich sie selbst zwei Tage lang das Opfer dieser geheimnisvollen Angriffe geworden sind, ohne das Rätsel erklären zu können.: [566, 867, 1031, 1489]
timetable-note: ¹ Werktags. ² Sonn- und Festtags auch 8.25. ³ Sonn- und Festtags.: [1061, 757, 1521, 793]
article-text: Telegramm. Helfer Eusebios waren sein Vater, sein Bruder und dessen Frau. In Bilbao, Saragossa, Sevilla und anderen größeren Städten bestanden Filialen. In der Angelegenheit erfolgten bereits 15 Verhaftungen.: [566, 104, 1031, 181]
departure-time: 5.12: [1385, 1026, 1420, 1045]
table-row: [1048, 1966, 1521, 1982]
departure-time: 4.02: [1305, 900, 1340, 918]
departure-time: 11.22: [1473, 736, 1519, 754]
price: 174,75: [1470, 1966, 1518, 1982]
article-text: wird uns aus Minden geschrieben: Unsere freundliche Weserstadt geht großen Festtagen entgegen; am 11. Juli werden sich die Sängerscharen der vereinigten norddeutschen Liedertafeln hier zum 58. Bundesfeste versammeln. Wem noch in Erinnerung ist, mit welchem Jubel 1897 die Sänger hier zum 51. Bundesfest aufgenommen wurden, in welcher Begeisterung die Tage unter freudigster Teilnahme der Bevölkerung verlaufen sind, der wird begreifen, daß die sangesfreudige Stadt stolz darauf ist, wieder einmal auserlesen zu sein, den Sängern ein neues Fest bereiten zu dürfen. Die verschiedenen Festausschüsse des Mindener Männer-Gesangvereins sind unter dem Vorsitz des den Sängern wohlbekannten Liedervaters Fr. Stremmel bereits eifrig mit der Erledigung ihrer vielseitigen Aufgaben beschäftigt. Der schon ausgegebene Festplan bietet in reicher Abwechselung so viel des Schönen, daß es sicherlich allen Sangesbrüdern hier gut gefallen wird. Nach den bisherigen Anmeldungen aus den 71 Bundesvereinen sind weit über 1000 Sänger zu erwarten. Zur Aufnahme haben sich 7 Vereine gemeldet.: [88, 366, 553, 813]
article-heading: Wie die persönlich haftenden Gesellschafter der Deutschen Nationalbank Kommanditgesellschaft auf Aktien: [566, 1510, 1031, 1570]
departure-time: 9.23: [1483, 1297, 1519, 1315]
table-row: [1048, 1316, 1521, 1335]
departure-time: 11.10: [1473, 900, 1519, 918]
timetable-note: Sonn- und Festtags, nicht am 25. Dezember und 23. März: Jever ab 9.18, Wilhelmshaven an 10.07 ab.: [1061, 834, 1521, 871]
departure-time: 6.23: [1105, 736, 1141, 754]
delivery-month: Mai: [1128, 1982, 1155, 1998]
table-row: [1048, 1045, 1521, 1064]
departure-time: 9.50: [1178, 919, 1213, 937]
departure-time: 9.28: [1237, 717, 1273, 735]
timetable-note: Werktags: Sande ab 7.53, Jever an 8.23 morg. Sande ab 8.59, Jever an 8.20 abends.: [1061, 960, 1521, 997]
section-rule: [1048, 620, 1521, 622]
departure-time: 7.11: [1435, 1422, 1471, 1440]
timetable-note: ¹ Werktags vom 7. Oktober bis 30. April, nicht vom 23. Dez. bis 2. Jan. und vom 16. bis 25. März.: [1061, 1192, 1521, 1229]
column-2: [566, 104, 1031, 2212]
departure-time: 3.17: [1388, 1422, 1424, 1440]
article: * Zum 58. Bundesfest der vereinigten norddeutschen Liedertafeln wird uns aus Minden geschrieben: Unsere freundliche Weserstadt geht großen Festtagen entgegen; am 11. Juli werden sich die Sängerscharen der vereinigten norddeutschen Liedertafeln hier zum 58. Bundesfeste versammeln. Wem noch in Erinnerung ist, mit welchem Jubel 1897 die Sänger hier zum 51. Bundesfest aufgenommen wurden, in welcher Begeisterung die Tage unter freudigster Teilnahme der Bevölkerung verlaufen sind, der wird begreifen, daß die sangesfreudige Stadt stolz darauf ist, wieder einmal auserlesen zu sein, den Sängern ein neues Fest bereiten zu dürfen. Die verschiedenen Festausschüsse des Mindener Männer-Gesangvereins sind unter dem Vorsitz des den Sängern wohlbekannten Liedervaters Fr. Stremmel bereits eifrig mit der Erledigung ihrer vielseitigen Aufgaben beschäftigt. Der schon ausgegebene Festplan bietet in reicher Abwechselung so viel des Schönen, daß es sicherlich allen Sangesbrüdern hier gut gefallen wird. Nach den bisherigen Anmeldungen aus den 71 Bundesvereinen sind weit über 1000 Sänger zu erwarten. Zur Aufnahme haben sich 7 Vereine gemeldet.: [88, 346, 553, 813]
departure-time: 8.48: [1178, 900, 1213, 918]
departure-time: 2.21: [1364, 1316, 1400, 1334]
dateline: Dinslaken,: [1065, 1658, 1163, 1678]
departure-time: 10.22: [1416, 736, 1462, 754]
article: * Bonn, 10. Febr. Das Königliche Oberbergamt in Bonn hat dem Düsseldorfer Bankhause B. Simon u. Co. Berggerechtsame im Kreise Malmedy verliehen, um hier nach Gold schürfen zu lassen.: [88, 1208, 553, 1286]
table-header-row: [1048, 1887, 1521, 1903]
commodity: [1048, 2046, 1125, 2062]
divider: [606, 1499, 991, 1501]
article: [88, 104, 553, 338]
divider: [606, 855, 991, 856]
table-row: [1048, 900, 1521, 919]
delivery-month: Juli: [1128, 1966, 1151, 1982]
price: [1318, 1998, 1383, 2014]
timetable-title: Fahrpläne.: [1193, 632, 1376, 665]
price: 66,40: [1276, 2030, 1316, 2046]
price: –,–: [1362, 1919, 1381, 1935]
departure-time: 12.40: [1361, 1582, 1407, 1600]
section-rule: [1048, 2072, 1521, 2074]
departure-time: 6.30: [1435, 1403, 1471, 1421]
article: * Paris, 10. Febr. Eine Anzahl bretonischer Fischer hatte dem Kolonialminister den Plan vorgelegt, an der Küste von Mauretanien die Sardinenfischerei im großen zu betreiben. Der Minister hat den Fischern mitteilen lassen, daß er für diesen Zweck alle erforderlichen Erleichterungen gewähren und insbesondere die nötigen Baulichkeiten zur Verfügung stellen werde.: [88, 1486, 553, 1642]
theater-heading: Spielplan des Großherzoglichen Theaters in Oldenburg.: [1048, 2084, 1521, 2124]
section-rule: [1048, 1610, 1521, 1613]
price: 64,40: [1479, 2046, 1518, 2062]
route-title: Von Wilhelmshaven nach Jever.: [1137, 877, 1431, 897]
timetable-note: Werktags: Jever ab 7.53 morgens (Zug befördert Personen nach Hohenkirchen und Carolinensiel).: [1061, 1337, 1521, 1373]
column-rule: [557, 104, 559, 2212]
price: –,–: [1427, 2046, 1446, 2062]
price: 174,00: [1332, 1951, 1381, 1966]
price: 209,00: [1332, 1903, 1381, 1919]
departure-time: 12.34¹: [1236, 900, 1288, 918]
departure-time: 5.21¹: [1099, 717, 1141, 735]
article-text: 10. Febr. Um 8,50 Uhr abends ist der Personenzug 806 bei der Ausfahrt aus dem Bahnhof Wieselbach infolge falscher Weichenstellung in Gleis 4 durch Auffahren auf den Prellbock des Endstellwerkes entgleist. Die hinter der Lokomotive laufenden drei Güterwagen mit neun Militärpferden nach Würzburg und Ludwigsburg wurden hierbei ineinandergeschoben. Getötet wurden der Kanonier Wolpert vor der 6. Batterie des 29. Artillerieregiments in Ludwigsburg und ein Dragoner vom 7. Dragonerregiment. Auch drei Pferde wurden getötet. Der Materialschaden ist erheblich. Verletzt wurde sonst niemand.: [88, 822, 553, 1075]
table-row: [1048, 1903, 1521, 1919]
table-row: [1048, 1919, 1521, 1935]
table-row: [1048, 1543, 1521, 1562]
departure-time: 7.01: [1125, 900, 1161, 918]
station-label: J. ab: [1049, 717, 1085, 735]
departure-time: 7.00: [1301, 1544, 1337, 1562]
station-label: Wittmund an: [1049, 1045, 1154, 1064]
departure-time: 2.30: [1427, 1544, 1463, 1562]
price: 210,50: [1470, 1919, 1518, 1935]
departure-time: 12.12: [1473, 919, 1519, 937]
departure-time: 7.34¹: [1183, 1152, 1226, 1171]
departure-time: 8.30²: [1369, 736, 1411, 754]
departure-time: 7.56: [1236, 1026, 1271, 1045]
departure-time: 10.28: [1227, 736, 1273, 754]
price: 66,40: [1479, 2030, 1518, 2046]
departure-time: 6.45: [1483, 1563, 1519, 1581]
table-row: [1048, 1581, 1521, 1600]
price: [1383, 1998, 1449, 2014]
column-3: [1048, 104, 1521, 2212]
column-header: v. Schluß: [1245, 1887, 1316, 1903]
table-row: [1048, 1982, 1521, 1998]
departure-time: 6.06³: [1359, 900, 1401, 918]
price: [1383, 1966, 1449, 1982]
departure-time: 8.41: [1186, 717, 1222, 735]
timetable-validity: (Gültig vom 1. Oktober 1912 bis 30. April 1913.): [1088, 668, 1480, 687]
table-row: [1048, 2014, 1521, 2030]
table-row: [1048, 1951, 1521, 1966]
departure-time: 7.10¹: [1183, 1026, 1226, 1045]
article-heading: Rom,: [124, 1737, 172, 1756]
